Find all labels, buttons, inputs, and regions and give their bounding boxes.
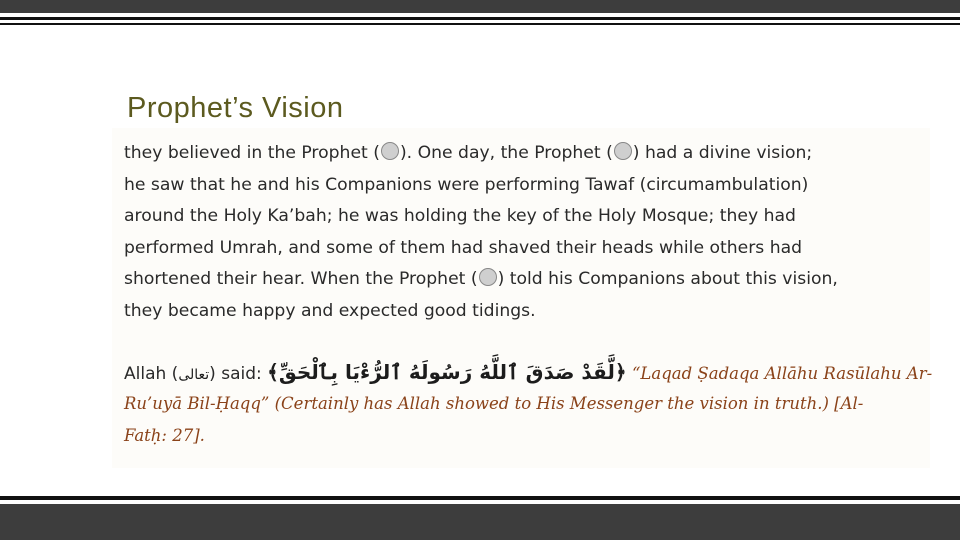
arabic-honorific: تعالى	[178, 367, 210, 383]
bottom-bar	[0, 504, 960, 540]
top-rule-thin	[0, 23, 960, 25]
paragraph-line: they believed in the Prophet ( ). One day, the Prophet ( ) had a divine vision;	[124, 143, 813, 163]
quran-quote	[124, 356, 933, 452]
top-bar	[0, 0, 960, 13]
quote-line: Allah (تعالى) said: ﴿لَّقَدْ صَدَقَ ٱللَّهُ رَسُولَهُ ٱلرُّءْيَا بِٱلْحَقِّ﴾ “Laqad Ṣadaqa Allāhu Rasūlahu Ar-	[124, 360, 933, 384]
honorific-seal-icon	[614, 142, 632, 160]
transliteration: “Laqad Ṣadaqa Allāhu Rasūlahu Ar-	[632, 364, 933, 383]
quote-line: Fatḥ: 27].	[124, 426, 205, 445]
paragraph-line: shortened their hear. When the Prophet ( ) told his Companions about this vision,	[124, 269, 838, 289]
slide-title: Prophet’s Vision	[127, 92, 344, 124]
paragraph-line: he saw that he and his Companions were performing Tawaf (circumambulation)	[124, 174, 809, 195]
honorific-seal-icon	[479, 268, 497, 286]
arabic-verse: ﴿لَّقَدْ صَدَقَ ٱللَّهُ رَسُولَهُ ٱلرُّءْيَا بِٱلْحَقِّ﴾	[267, 360, 627, 384]
top-rule	[0, 17, 960, 20]
paragraph-line: performed Umrah, and some of them had shaved their heads while others had	[124, 237, 803, 258]
bottom-rule	[0, 496, 960, 500]
paragraph-line: they became happy and expected good tidings.	[124, 300, 536, 321]
body-paragraph	[124, 138, 916, 327]
quote-line: Ru’uyā Bil-Ḥaqq” (Certainly has Allah showed to His Messenger the vision in truth.) [Al-	[124, 394, 864, 413]
honorific-seal-icon	[381, 142, 399, 160]
paragraph-line: around the Holy Ka’bah; he was holding the key of the Holy Mosque; they had	[124, 206, 796, 226]
